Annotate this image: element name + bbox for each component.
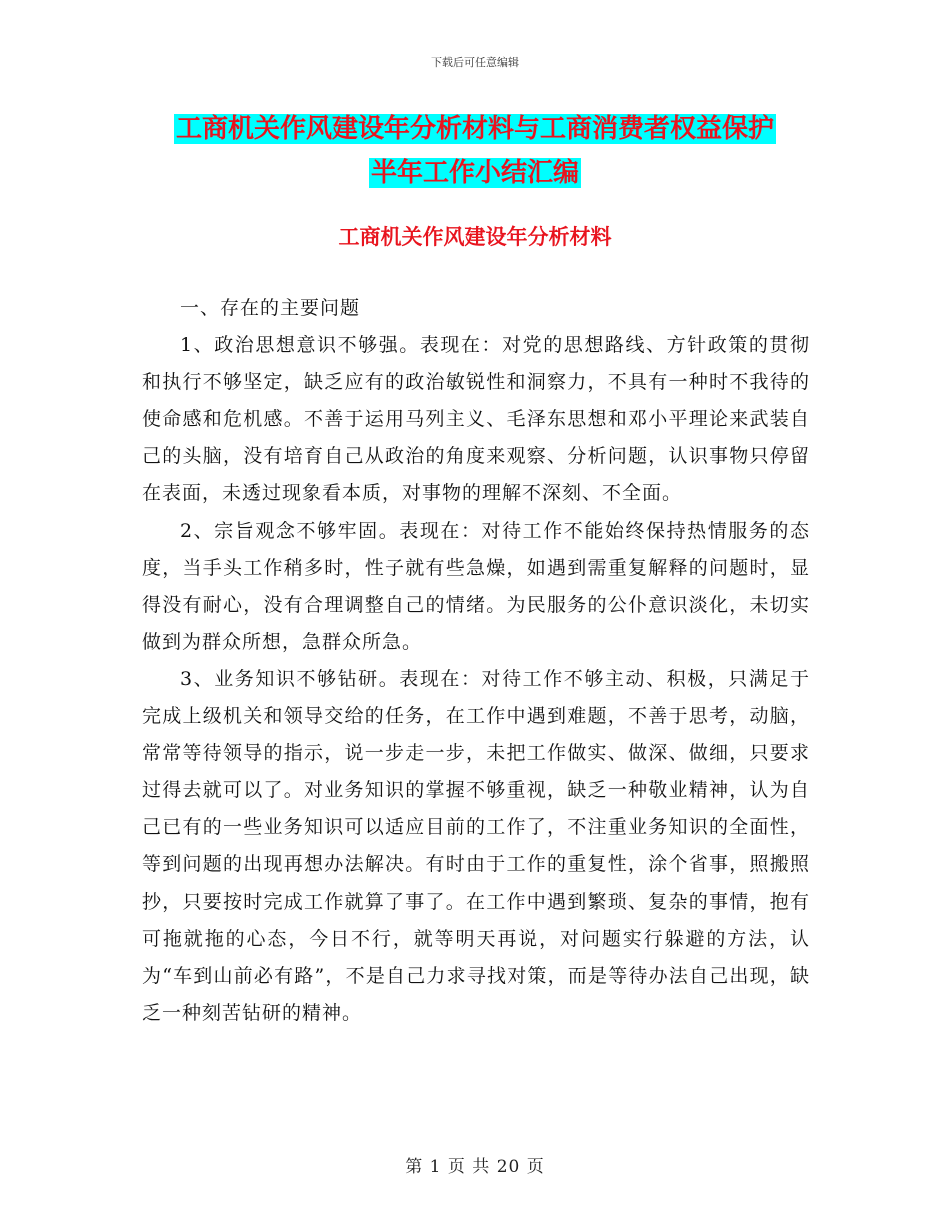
paragraph-heading: 一、存在的主要问题: [180, 297, 361, 319]
section-title: 工商机关作风建设年分析材料: [338, 225, 612, 249]
paragraph: 2、宗旨观念不够牢固。表现在：对待工作不能始终保持热情服务的态度，当手头工作稍多时，性子就有些急燥，如遇到需重复解释的问题时，显得没有耐心，没有合理调整自己的情绪。为民服务的公仆意识淡化，未切实做到为群众所想，急群众所急。: [142, 519, 810, 653]
document-title-text-2: 半年工作小结汇编: [370, 158, 579, 188]
document-title-text-1: 工商机关作风建设年分析材料与工商消费者权益保护: [175, 114, 774, 144]
page-number-footer: 第 1 页 共 20 页: [405, 1157, 545, 1177]
paragraph: 1、政治思想意识不够强。表现在：对党的思想路线、方针政策的贯彻和执行不够坚定，缺乏应有的政治敏锐性和洞察力，不具有一种时不我待的使命感和危机感。不善于运用马列主义、毛泽东思想和邓小平理论来武装自己的头脑，没有培育自己从政治的角度来观察、分析问题，认识事物只停留在表面，未透过现象看本质，对事物的理解不深刻、不全面。: [142, 334, 810, 505]
document-body: [142, 290, 810, 1032]
document-title-line-1: [0, 112, 950, 146]
document-title-line-2: [0, 156, 950, 190]
paragraph: 3、业务知识不够钻研。表现在：对待工作不够主动、积极，只满足于完成上级机关和领导交给的任务，在工作中遇到难题，不善于思考，动脑，常常等待领导的指示，说一步走一步，未把工作做实、做深、做细，只要求过得去就可以了。对业务知识的掌握不够重视，缺乏一种敬业精神，认为自己已有的一些业务知识可以适应目前的工作了，不注重业务知识的全面性，等到问题的出现再想办法解决。有时由于工作的重复性，涂个省事，照搬照抄，只要按时完成工作就算了事了。在工作中遇到繁琐、复杂的事情，抱有可拖就拖的心态，今日不行，就等明天再说，对问题实行躲避的方法，认为“车到山前必有路”，不是自己力求寻找对策，而是等待办法自己出现，缺乏一种刻苦钻研的精神。: [142, 667, 810, 1024]
header-note: 下载后可任意编辑: [431, 56, 519, 69]
